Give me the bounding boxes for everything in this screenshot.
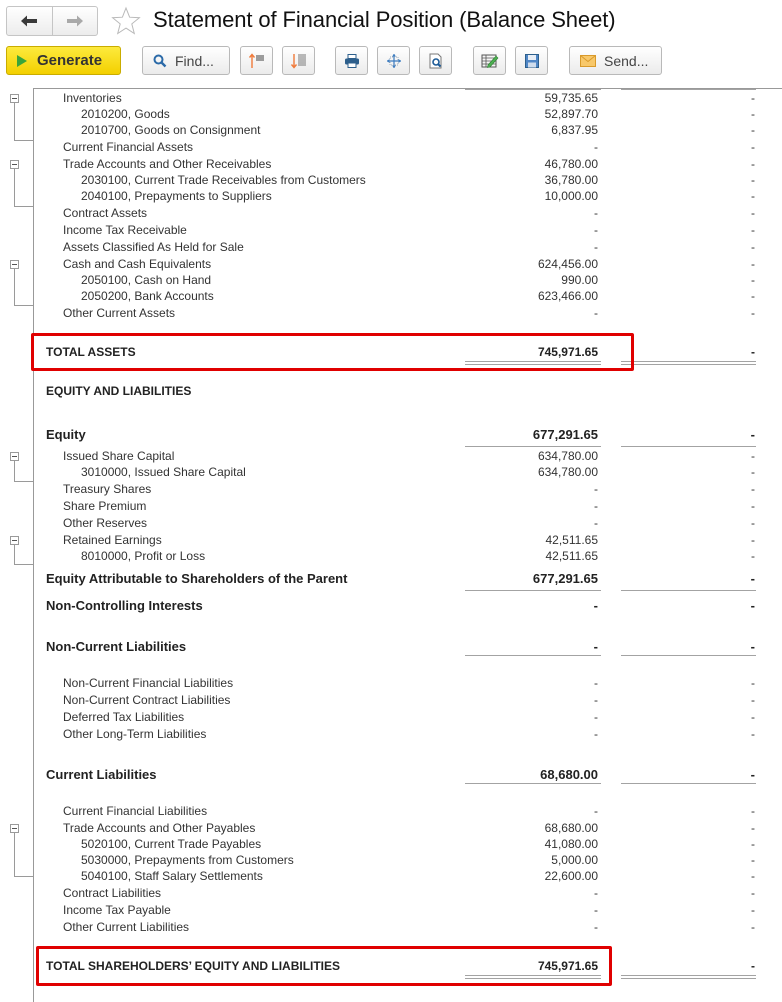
double-rule: [621, 361, 756, 365]
row-value-prior: -: [751, 289, 755, 303]
preview-icon: [428, 53, 444, 69]
table-row: [0, 288, 782, 305]
total-equity-liabilities-row: [0, 958, 782, 975]
arrow-left-icon: [20, 14, 38, 28]
send-button[interactable]: [569, 46, 662, 75]
row-value-current: 623,466.00: [537, 289, 598, 303]
row-value-prior: -: [750, 639, 755, 654]
row-value-prior: -: [751, 727, 755, 741]
row-label: Equity Attributable to Shareholders of the Parent: [46, 571, 348, 586]
row-value-prior: -: [751, 920, 755, 934]
row-value-prior: -: [751, 482, 755, 496]
row-label: Income Tax Receivable: [63, 223, 187, 237]
row-label: Retained Earnings: [63, 533, 162, 547]
row-value-prior: -: [751, 533, 755, 547]
row-value-prior: -: [751, 821, 755, 835]
sort-ascending-button[interactable]: [240, 46, 273, 75]
table-row: [0, 675, 782, 692]
table-row: [0, 106, 782, 123]
row-value-current: -: [594, 676, 598, 690]
row-value-prior: -: [750, 767, 755, 782]
row-label: TOTAL ASSETS: [46, 345, 136, 359]
table-row: [0, 172, 782, 189]
row-label: Non-Current Financial Liabilities: [63, 676, 234, 690]
search-icon: [153, 54, 167, 68]
row-label: Current Financial Assets: [63, 140, 194, 154]
row-value-prior: -: [751, 903, 755, 917]
table-row: [0, 532, 782, 549]
row-value-prior: -: [751, 837, 755, 851]
row-label: Income Tax Payable: [63, 903, 171, 917]
column-rule: [621, 446, 756, 447]
move-button[interactable]: [377, 46, 410, 75]
row-value-current: 36,780.00: [544, 173, 598, 187]
row-label: Non-Controlling Interests: [46, 598, 203, 613]
row-label: Current Financial Liabilities: [63, 804, 208, 818]
column-rule: [465, 446, 601, 447]
row-label: Contract Assets: [63, 206, 148, 220]
row-value-prior: -: [751, 257, 755, 271]
table-row: [0, 481, 782, 498]
column-rule: [465, 655, 601, 656]
table-row: [0, 188, 782, 205]
row-label: Equity: [46, 427, 86, 442]
row-value-current: 42,511.65: [545, 549, 598, 563]
row-value-prior: -: [750, 427, 755, 442]
table-row: [0, 205, 782, 222]
row-value-prior: -: [751, 853, 755, 867]
row-label: Trade Accounts and Other Receivables: [63, 157, 272, 171]
table-row: [0, 885, 782, 902]
row-value-prior: -: [750, 598, 755, 613]
column-rule: [621, 655, 756, 656]
table-row: [0, 836, 782, 853]
row-value-current: 745,971.65: [537, 959, 598, 973]
table-row: [0, 272, 782, 289]
row-label: Assets Classified As Held for Sale: [63, 240, 244, 254]
row-value-current: 41,080.00: [544, 837, 598, 851]
send-label: Send...: [604, 52, 649, 69]
row-label: Other Current Liabilities: [63, 920, 190, 934]
table-row-heading: [0, 766, 782, 783]
edit-table-icon: [481, 53, 499, 69]
row-value-prior: -: [751, 869, 755, 883]
row-label: 2050100, Cash on Hand: [81, 273, 212, 287]
row-value-prior: -: [751, 886, 755, 900]
table-row: [0, 692, 782, 709]
row-label: 2030100, Current Trade Receivables from Customers: [81, 173, 366, 187]
column-rule: [465, 590, 601, 591]
row-value-prior: -: [751, 240, 755, 254]
column-rule: [621, 590, 756, 591]
row-value-current: 68,680.00: [544, 821, 598, 835]
table-row: [0, 305, 782, 322]
row-value-prior: -: [751, 140, 755, 154]
row-value-prior: -: [751, 959, 755, 973]
section-heading: [0, 383, 782, 400]
row-label: Trade Accounts and Other Payables: [63, 821, 256, 835]
row-value-current: -: [594, 920, 598, 934]
table-row-heading: [0, 426, 782, 443]
row-value-current: 42,511.65: [545, 533, 598, 547]
row-label: Other Long-Term Liabilities: [63, 727, 207, 741]
table-row-heading: [0, 597, 782, 614]
row-label: Non-Current Liabilities: [46, 639, 187, 654]
row-label: 2010200, Goods: [81, 107, 170, 121]
sort-descending-button[interactable]: [282, 46, 315, 75]
row-value-current: 677,291.65: [532, 571, 598, 586]
arrow-right-icon: [66, 14, 84, 28]
report-spreadsheet: [0, 88, 782, 1002]
table-row: [0, 222, 782, 239]
column-rule: [621, 783, 756, 784]
row-value-current: -: [594, 903, 598, 917]
table-row: [0, 919, 782, 936]
row-label: 2050200, Bank Accounts: [81, 289, 214, 303]
row-label: Share Premium: [63, 499, 147, 513]
row-value-current: -: [594, 693, 598, 707]
row-value-prior: -: [751, 499, 755, 513]
sort-descending-icon: [290, 53, 308, 69]
table-row: [0, 820, 782, 837]
row-value-current: 624,456.00: [537, 257, 598, 271]
row-value-current: 745,971.65: [537, 345, 598, 359]
row-value-current: -: [593, 639, 598, 654]
row-label: Cash and Cash Equivalents: [63, 257, 212, 271]
row-label: Issued Share Capital: [63, 449, 175, 463]
generate-button[interactable]: [6, 46, 121, 75]
table-row: [0, 122, 782, 139]
back-button[interactable]: [7, 7, 52, 35]
row-value-prior: -: [750, 571, 755, 586]
row-value-current: -: [594, 886, 598, 900]
table-row: [0, 803, 782, 820]
table-row: [0, 498, 782, 515]
row-value-prior: -: [751, 693, 755, 707]
total-assets-row: [0, 344, 782, 361]
row-value-current: 5,000.00: [551, 853, 598, 867]
row-value-prior: -: [751, 710, 755, 724]
table-row: [0, 239, 782, 256]
row-value-prior: -: [751, 516, 755, 530]
row-label: 5030000, Prepayments from Customers: [81, 853, 294, 867]
row-label: 3010000, Issued Share Capital: [81, 465, 246, 479]
row-value-prior: -: [751, 206, 755, 220]
row-label: 5040100, Staff Salary Settlements: [81, 869, 263, 883]
table-row: [0, 709, 782, 726]
row-label: 8010000, Profit or Loss: [81, 549, 206, 563]
row-label: Deferred Tax Liabilities: [63, 710, 185, 724]
row-label: Current Liabilities: [46, 767, 157, 782]
row-value-current: 22,600.00: [544, 869, 598, 883]
row-value-current: -: [594, 140, 598, 154]
row-label: TOTAL SHAREHOLDERS’ EQUITY AND LIABILITIES: [46, 959, 341, 973]
row-value-prior: -: [751, 189, 755, 203]
row-value-current: -: [594, 710, 598, 724]
play-icon: [17, 55, 27, 67]
table-row: [0, 548, 782, 565]
table-row: [0, 90, 782, 107]
row-value-current: 634,780.00: [537, 449, 598, 463]
table-row: [0, 852, 782, 869]
row-value-current: 46,780.00: [544, 157, 598, 171]
table-row: [0, 464, 782, 481]
row-value-current: -: [594, 499, 598, 513]
favorite-star-icon[interactable]: [111, 6, 141, 36]
row-label: Non-Current Contract Liabilities: [63, 693, 231, 707]
row-value-current: -: [594, 804, 598, 818]
save-button[interactable]: [515, 46, 548, 75]
row-label: EQUITY AND LIABILITIES: [46, 384, 192, 398]
table-row: [0, 902, 782, 919]
row-label: 2010700, Goods on Consignment: [81, 123, 261, 137]
print-icon: [344, 53, 360, 69]
column-rule: [465, 783, 601, 784]
table-row: [0, 448, 782, 465]
table-row: [0, 139, 782, 156]
table-row: [0, 256, 782, 273]
row-label: Contract Liabilities: [63, 886, 162, 900]
table-row: [0, 515, 782, 532]
row-value-prior: -: [751, 91, 755, 105]
row-value-current: 10,000.00: [544, 189, 598, 203]
row-value-current: -: [594, 240, 598, 254]
table-row: [0, 868, 782, 885]
double-rule: [465, 975, 601, 979]
table-row: [0, 156, 782, 173]
row-label: Treasury Shares: [63, 482, 152, 496]
row-value-current: 990.00: [561, 273, 598, 287]
row-value-current: 677,291.65: [532, 427, 598, 442]
row-value-prior: -: [751, 306, 755, 320]
save-icon: [524, 53, 540, 69]
table-row-heading: [0, 638, 782, 655]
row-value-current: 68,680.00: [540, 767, 598, 782]
row-value-prior: -: [751, 173, 755, 187]
row-label: 2040100, Prepayments to Suppliers: [81, 189, 272, 203]
edit-table-button[interactable]: [473, 46, 506, 75]
row-value-current: -: [594, 206, 598, 220]
row-label: Other Reserves: [63, 516, 148, 530]
print-button[interactable]: [335, 46, 368, 75]
move-icon: [386, 53, 402, 69]
row-value-current: -: [594, 306, 598, 320]
envelope-icon: [580, 55, 596, 67]
row-value-current: 59,735.65: [544, 91, 598, 105]
row-value-prior: -: [751, 549, 755, 563]
row-value-prior: -: [751, 465, 755, 479]
row-value-current: 6,837.95: [551, 123, 598, 137]
page-title: Statement of Financial Position (Balance Sheet): [153, 7, 616, 32]
generate-label: Generate: [37, 52, 103, 69]
row-label: Inventories: [63, 91, 122, 105]
row-value-prior: -: [751, 804, 755, 818]
preview-button[interactable]: [419, 46, 452, 75]
row-label: Other Current Assets: [63, 306, 176, 320]
find-button[interactable]: [142, 46, 230, 75]
row-value-current: -: [593, 598, 598, 613]
row-value-current: -: [594, 727, 598, 741]
forward-button[interactable]: [52, 7, 98, 35]
table-row-heading: [0, 570, 782, 587]
row-value-current: -: [594, 516, 598, 530]
row-value-prior: -: [751, 107, 755, 121]
row-value-current: -: [594, 482, 598, 496]
history-navigation: [6, 6, 98, 36]
row-value-prior: -: [751, 273, 755, 287]
row-value-prior: -: [751, 345, 755, 359]
row-value-current: 634,780.00: [537, 465, 598, 479]
row-value-prior: -: [751, 676, 755, 690]
row-value-prior: -: [751, 157, 755, 171]
double-rule: [465, 361, 601, 365]
row-value-prior: -: [751, 223, 755, 237]
table-row: [0, 726, 782, 743]
row-label: 5020100, Current Trade Payables: [81, 837, 262, 851]
find-label: Find...: [175, 52, 214, 69]
row-value-prior: -: [751, 449, 755, 463]
row-value-current: -: [594, 223, 598, 237]
row-value-current: 52,897.70: [544, 107, 598, 121]
row-value-prior: -: [751, 123, 755, 137]
double-rule: [621, 975, 756, 979]
sort-ascending-icon: [248, 53, 266, 69]
